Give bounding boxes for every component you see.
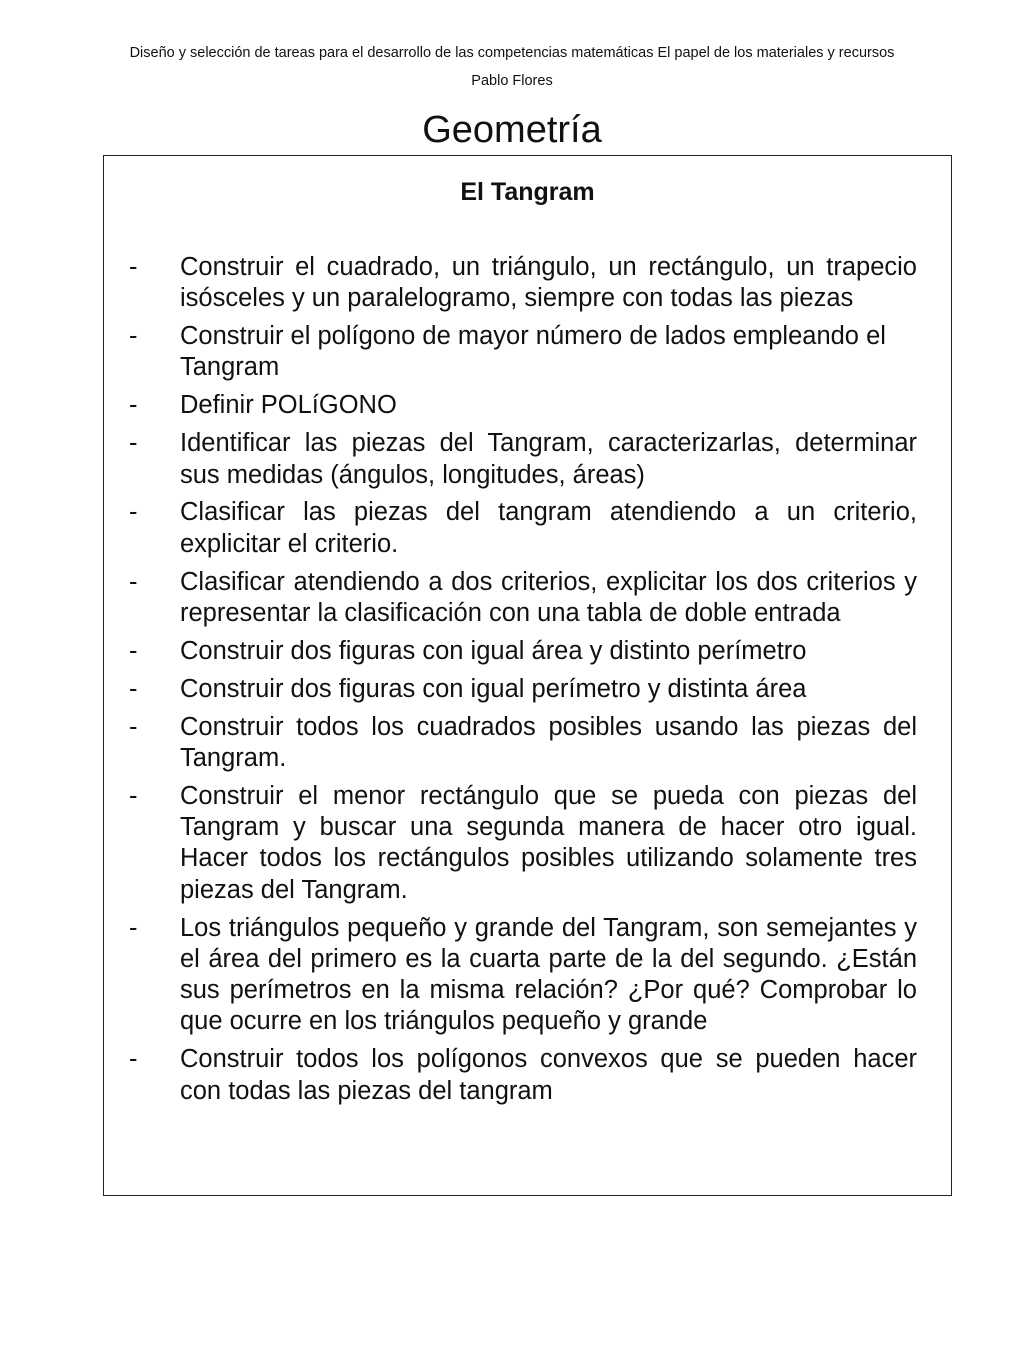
bullet-dash: - bbox=[129, 674, 138, 703]
task-item bbox=[104, 497, 951, 560]
task-text: Construir todos los polígonos convexos que se pueden hacer con todas las piezas del tangram bbox=[180, 1045, 917, 1105]
box-heading: El Tangram bbox=[460, 178, 595, 206]
bullet-dash: - bbox=[129, 712, 138, 741]
task-item bbox=[104, 252, 951, 315]
bullet-dash: - bbox=[129, 913, 138, 942]
page-title: Geometría bbox=[422, 109, 602, 151]
author-name: Pablo Flores bbox=[471, 73, 553, 89]
task-box bbox=[103, 155, 952, 1196]
task-item bbox=[104, 567, 951, 630]
task-item bbox=[104, 1044, 951, 1107]
task-text: Construir el menor rectángulo que se pueda con piezas del Tangram y buscar una segunda manera de hacer otro igual. Hacer todos los rectángulos posibles utilizando solamente tres piezas del Tangram. bbox=[180, 781, 917, 904]
task-item bbox=[104, 390, 951, 421]
task-text: Construir dos figuras con igual perímetro y distinta área bbox=[180, 674, 807, 703]
bullet-dash: - bbox=[129, 1045, 138, 1074]
task-item bbox=[104, 913, 951, 1038]
task-item bbox=[104, 428, 951, 491]
task-text: Construir el polígono de mayor número de lados empleando el Tangram bbox=[180, 322, 886, 382]
task-item bbox=[104, 712, 951, 775]
task-item bbox=[104, 674, 951, 705]
bullet-dash: - bbox=[129, 429, 138, 458]
bullet-dash: - bbox=[129, 391, 138, 420]
bullet-dash: - bbox=[129, 322, 138, 351]
bullet-dash: - bbox=[129, 567, 138, 596]
task-text: Construir todos los cuadrados posibles usando las piezas del Tangram. bbox=[180, 712, 917, 772]
task-text: Construir dos figuras con igual área y distinto perímetro bbox=[180, 636, 807, 665]
task-item bbox=[104, 321, 951, 384]
task-text: Definir POLíGONO bbox=[180, 391, 397, 420]
task-item bbox=[104, 636, 951, 667]
bullet-dash: - bbox=[129, 636, 138, 665]
task-list bbox=[104, 252, 951, 1114]
task-text: Clasificar las piezas del tangram atendiendo a un criterio, explicitar el criterio. bbox=[180, 498, 917, 558]
bullet-dash: - bbox=[129, 781, 138, 810]
running-header: Diseño y selección de tareas para el desarrollo de las competencias matemáticas El papel de los materiales y recursos bbox=[129, 45, 895, 61]
task-text: Clasificar atendiendo a dos criterios, explicitar los dos criterios y representar la clasificación con una tabla de doble entrada bbox=[180, 567, 917, 627]
bullet-dash: - bbox=[129, 498, 138, 527]
task-text: Identificar las piezas del Tangram, caracterizarlas, determinar sus medidas (ángulos, longitudes, áreas) bbox=[180, 429, 917, 489]
task-text: Construir el cuadrado, un triángulo, un rectángulo, un trapecio isósceles y un paralelogramo, siempre con todas las piezas bbox=[180, 253, 917, 313]
task-item bbox=[104, 781, 951, 906]
bullet-dash: - bbox=[129, 253, 138, 281]
task-text: Los triángulos pequeño y grande del Tangram, son semejantes y el área del primero es la cuarta parte de la del segundo. ¿Están sus perímetros en la misma relación? ¿Por qué? Comprobar lo que ocurre en los triángulos pequeño y grande bbox=[180, 913, 917, 1036]
